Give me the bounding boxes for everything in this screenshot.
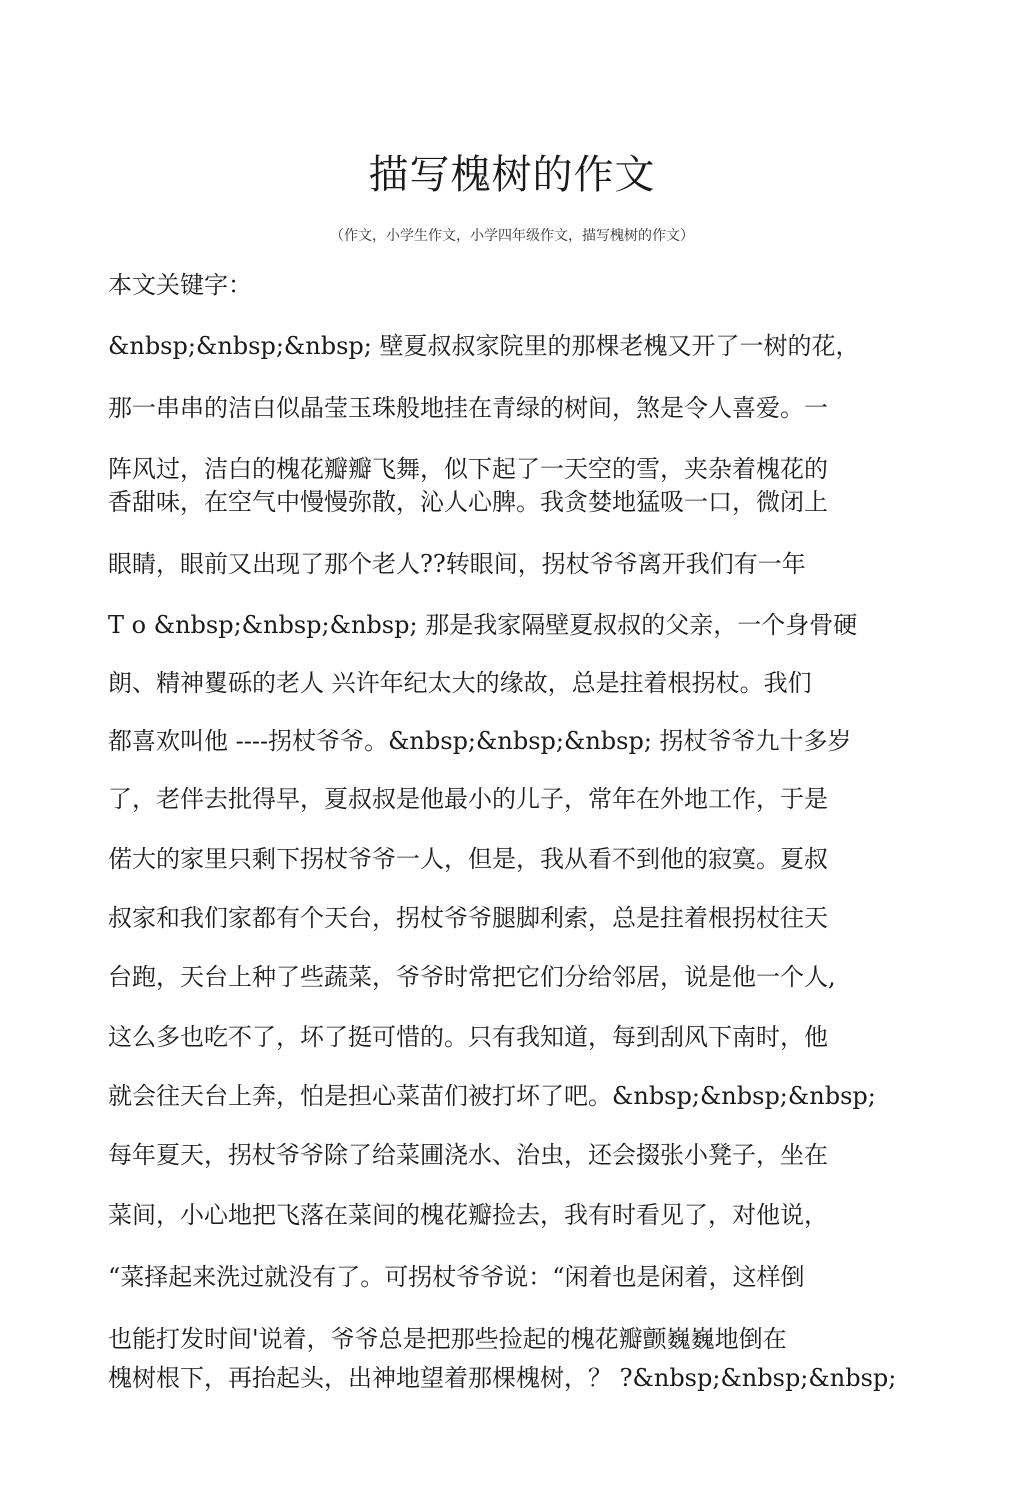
paragraph-line: 了，老伴去批得早，夏叔叔是他最小的儿子，常年在外地工作，于是 — [108, 785, 828, 813]
paragraph-line: 偌大的家里只剩下拐杖爷爷一人，但是，我从看不到他的寂寞。夏叔 — [108, 845, 828, 873]
paragraph-line: 就会往天台上奔，怕是担心菜苗们被打坏了吧。&nbsp;&nbsp;&nbsp; — [108, 1082, 876, 1110]
document-title: 描写槐树的作文 — [368, 151, 656, 198]
paragraph-line: &nbsp;&nbsp;&nbsp; 壁夏叔叔家院里的那棵老槐又开了一树的花， — [108, 332, 860, 360]
paragraph-line: 本文关键字： — [108, 271, 252, 299]
document-tags: （作文，小学生作文，小学四年级作文，描写槐树的作文） — [330, 228, 694, 244]
paragraph-line: 阵风过，洁白的槐花瓣瓣飞舞，似下起了一天空的雪，夹杂着槐花的 — [108, 455, 828, 483]
paragraph-line: “菜择起来洗过就没有了。可拐杖爷爷说：“闲着也是闲着，这样倒 — [108, 1263, 805, 1291]
paragraph-line: 那一串串的洁白似晶莹玉珠般地挂在青绿的树间，煞是令人喜爱。一 — [108, 394, 828, 422]
paragraph-line: 都喜欢叫他 ----拐杖爷爷。&nbsp;&nbsp;&nbsp; 拐杖爷爷九十多岁 — [108, 727, 852, 755]
paragraph-line: 朗、精神矍砾的老人 兴许年纪太大的缘故，总是拄着根拐杖。我们 — [108, 669, 812, 697]
paragraph-line: 槐树根下，再抬起头，出神地望着那棵槐树，？ ?&nbsp;&nbsp;&nbsp; — [108, 1364, 897, 1392]
paragraph-line: 菜间，小心地把飞落在菜间的槐花瓣捡去，我有时看见了，对他说， — [108, 1201, 828, 1229]
paragraph-line: 香甜味，在空气中慢慢弥散，沁人心脾。我贪婪地猛吸一口，微闭上 — [108, 488, 828, 516]
paragraph-line: 台跑，天台上种了些蔬菜，爷爷时常把它们分给邻居，说是他一个人, — [108, 963, 836, 991]
paragraph-line: 也能打发时间'说着，爷爷总是把那些捡起的槐花瓣颤巍巍地倒在 — [108, 1325, 787, 1353]
paragraph-line: 每年夏天，拐杖爷爷除了给菜圃浇水、治虫，还会掇张小凳子，坐在 — [108, 1141, 828, 1169]
paragraph-line: 叔家和我们家都有个天台，拐杖爷爷腿脚利索，总是拄着根拐杖往天 — [108, 904, 828, 932]
paragraph-line: T o &nbsp;&nbsp;&nbsp; 那是我家隔壁夏叔叔的父亲，一个身骨硬 — [108, 611, 858, 639]
paragraph-line: 这么多也吃不了，坏了挺可惜的。只有我知道，每到刮风下南时，他 — [108, 1023, 828, 1051]
paragraph-line: 眼睛，眼前又出现了那个老人??转眼间，拐杖爷爷离开我们有一年 — [108, 550, 806, 578]
